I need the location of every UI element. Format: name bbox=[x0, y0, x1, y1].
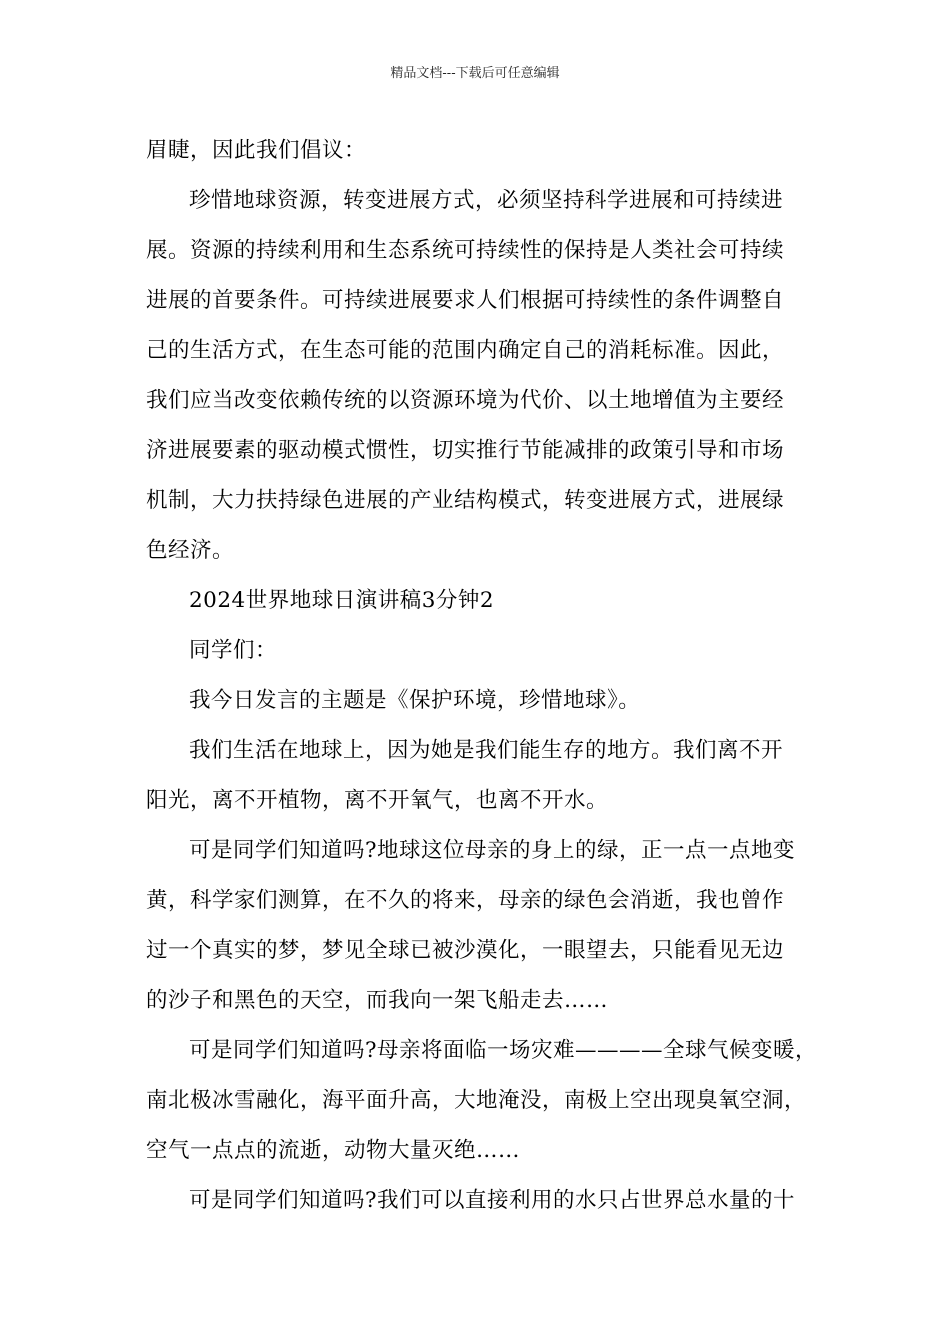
text-line: 的沙子和黑色的天空，而我向一架飞船走去…… bbox=[146, 988, 609, 1013]
text-line: 可是同学们知道吗?我们可以直接利用的水只占世界总水量的十 bbox=[189, 1188, 796, 1213]
text-line: 阳光，离不开植物，离不开氧气，也离不开水。 bbox=[146, 788, 609, 813]
text-line: 机制，大力扶持绿色进展的产业结构模式，转变进展方式，进展绿 bbox=[146, 488, 785, 513]
text-line: 可是同学们知道吗?母亲将面临一场灾难————全球气候变暖， bbox=[189, 1038, 818, 1063]
text-line: 2024世界地球日演讲稿3分钟2 bbox=[189, 588, 495, 613]
text-line: 己的生活方式，在生态可能的范围内确定自己的消耗标准。因此， bbox=[146, 338, 785, 363]
text-line: 过一个真实的梦，梦见全球已被沙漠化，一眼望去，只能看见无边 bbox=[146, 938, 785, 963]
text-line: 我今日发言的主题是《保护环境，珍惜地球》。 bbox=[189, 688, 641, 713]
text-line: 同学们： bbox=[189, 638, 278, 663]
document-body bbox=[146, 126, 816, 1226]
text-line: 色经济。 bbox=[146, 538, 235, 563]
text-line: 我们生活在地球上，因为她是我们能生存的地方。我们离不开 bbox=[189, 738, 784, 763]
text-line: 眉睫，因此我们倡议： bbox=[146, 138, 367, 163]
text-line: 珍惜地球资源，转变进展方式，必须坚持科学进展和可持续进 bbox=[189, 188, 784, 213]
text-line: 可是同学们知道吗?地球这位母亲的身上的绿，正一点一点地变 bbox=[189, 838, 796, 863]
page-header: 精品文档---下载后可任意编辑 bbox=[390, 66, 560, 81]
text-line: 展。资源的持续利用和生态系统可持续性的保持是人类社会可持续 bbox=[146, 238, 785, 263]
text-line: 济进展要素的驱动模式惯性，切实推行节能减排的政策引导和市场 bbox=[146, 438, 785, 463]
text-line: 我们应当改变依赖传统的以资源环境为代价、以土地增值为主要经 bbox=[146, 388, 785, 413]
text-line: 南北极冰雪融化，海平面升高，大地淹没，南极上空出现臭氧空洞， bbox=[146, 1088, 807, 1113]
text-line: 进展的首要条件。可持续进展要求人们根据可持续性的条件调整自 bbox=[146, 288, 785, 313]
text-line: 空气一点点的流逝，动物大量灭绝…… bbox=[146, 1138, 521, 1163]
text-line: 黄，科学家们测算，在不久的将来，母亲的绿色会消逝，我也曾作 bbox=[146, 888, 785, 913]
